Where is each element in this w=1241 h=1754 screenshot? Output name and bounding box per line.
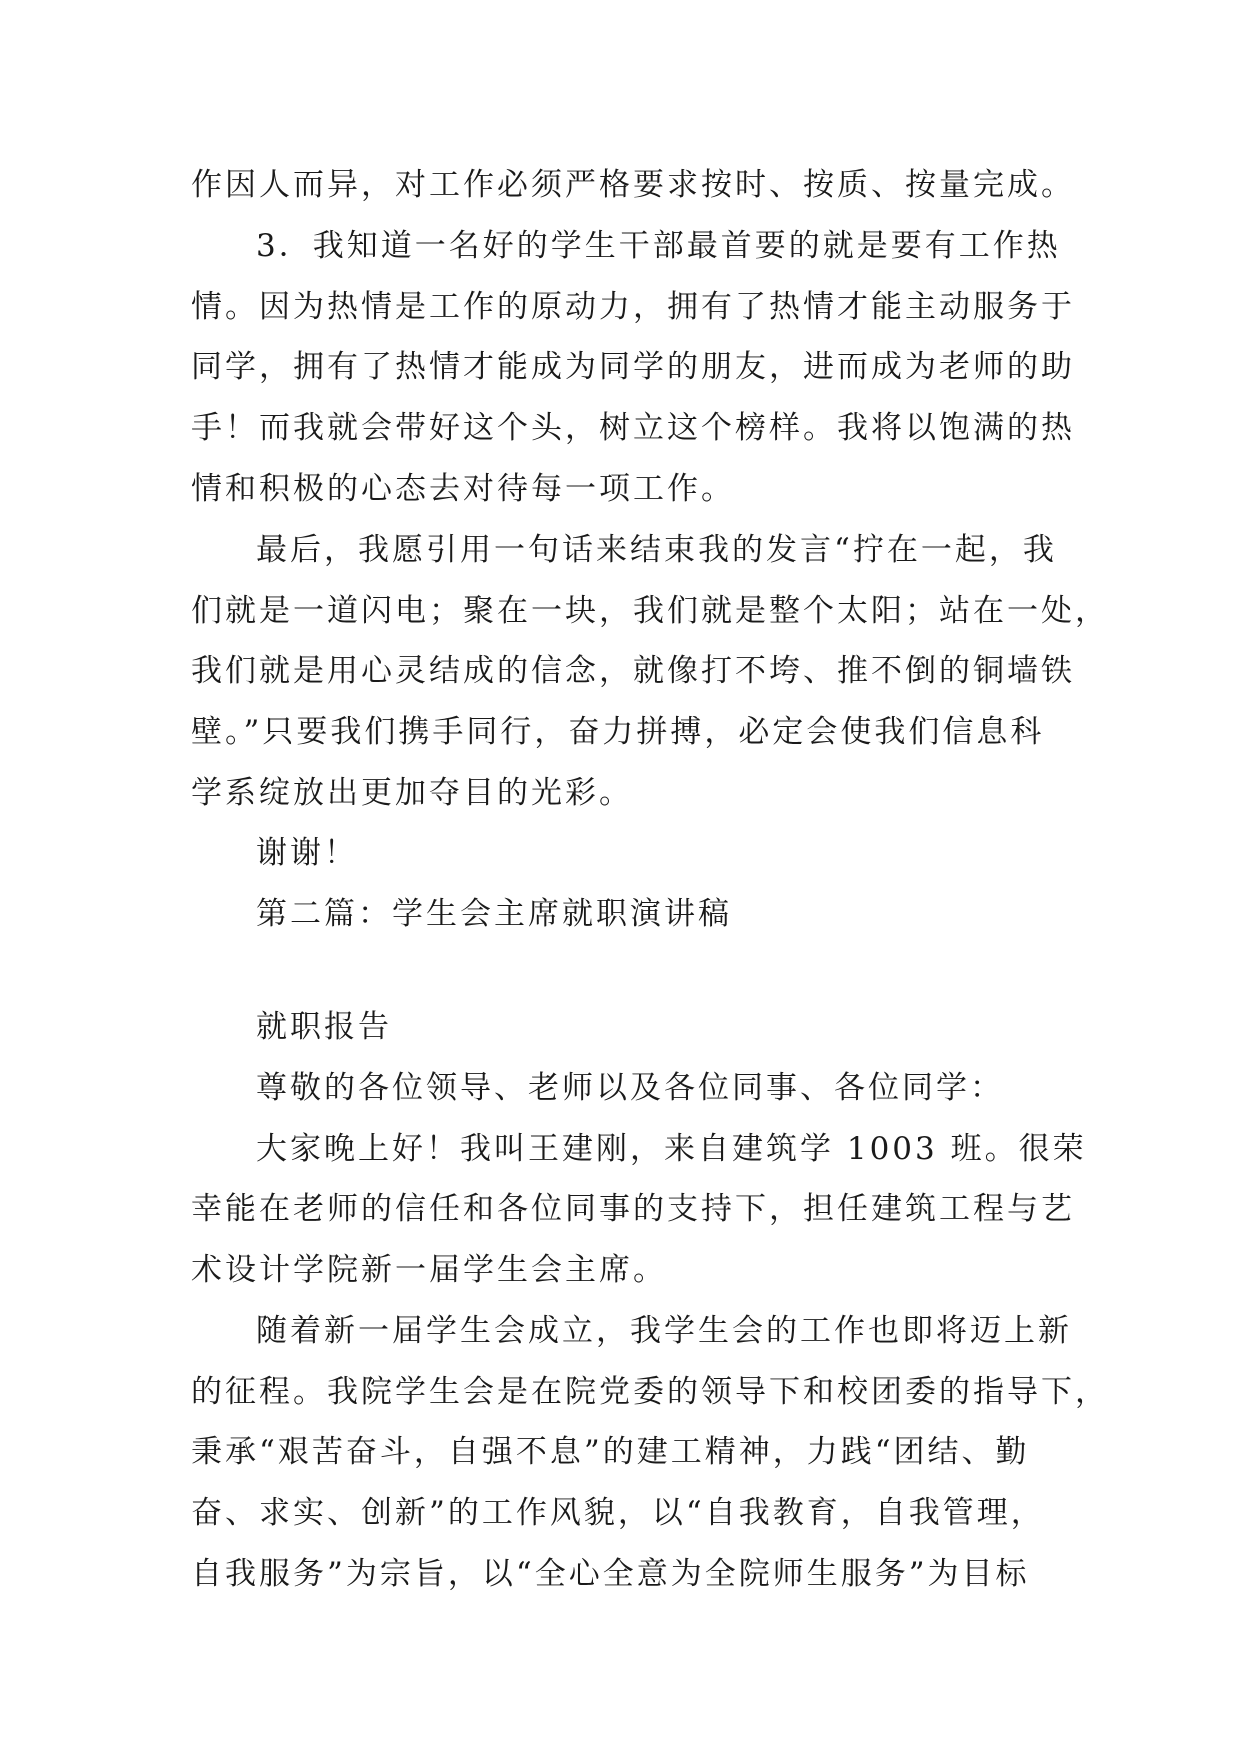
text-line: 谢谢！	[256, 835, 358, 871]
text-line: 自我服务”为宗旨，以“全心全意为全院师生服务”为目标	[191, 1556, 1030, 1592]
text-line: 3．我知道一名好的学生干部最首要的就是要有工作热	[256, 228, 1061, 264]
report-title: 就职报告	[256, 1009, 392, 1045]
text-line: 最后，我愿引用一句话来结束我的发言“拧在一起，我	[256, 532, 1057, 568]
text-line: 的征程。我院学生会是在院党委的领导下和校团委的指导下，	[191, 1374, 1109, 1410]
text-line: 同学，拥有了热情才能成为同学的朋友，进而成为老师的助	[191, 349, 1075, 385]
text-line: 情。因为热情是工作的原动力，拥有了热情才能主动服务于	[191, 289, 1075, 325]
text-line: 大家晚上好！我叫王建刚，来自建筑学 1003 班。很荣	[256, 1131, 1087, 1167]
text-line: 秉承“艰苦奋斗，自强不息”的建工精神，力践“团结、勤	[191, 1434, 1030, 1470]
section-title: 第二篇：学生会主席就职演讲稿	[256, 896, 732, 932]
text-line: 们就是一道闪电；聚在一块，我们就是整个太阳；站在一处，	[191, 593, 1109, 629]
text-line: 幸能在老师的信任和各位同事的支持下，担任建筑工程与艺	[191, 1191, 1075, 1227]
text-line: 壁。”只要我们携手同行，奋力拼搏，必定会使我们信息科	[191, 714, 1045, 750]
salutation: 尊敬的各位领导、老师以及各位同事、各位同学：	[256, 1070, 1004, 1106]
text-line: 随着新一届学生会成立，我学生会的工作也即将迈上新	[256, 1313, 1072, 1349]
text-line: 学系绽放出更加夺目的光彩。	[191, 775, 633, 811]
text-line: 我们就是用心灵结成的信念，就像打不垮、推不倒的铜墙铁	[191, 653, 1075, 689]
text-line: 作因人而异，对工作必须严格要求按时、按质、按量完成。	[191, 167, 1075, 203]
text-line: 情和积极的心态去对待每一项工作。	[191, 471, 735, 507]
text-line: 术设计学院新一届学生会主席。	[191, 1252, 667, 1288]
text-line: 手！而我就会带好这个头，树立这个榜样。我将以饱满的热	[191, 410, 1075, 446]
text-line: 奋、求实、创新”的工作风貌，以“自我教育，自我管理，	[191, 1495, 1045, 1531]
